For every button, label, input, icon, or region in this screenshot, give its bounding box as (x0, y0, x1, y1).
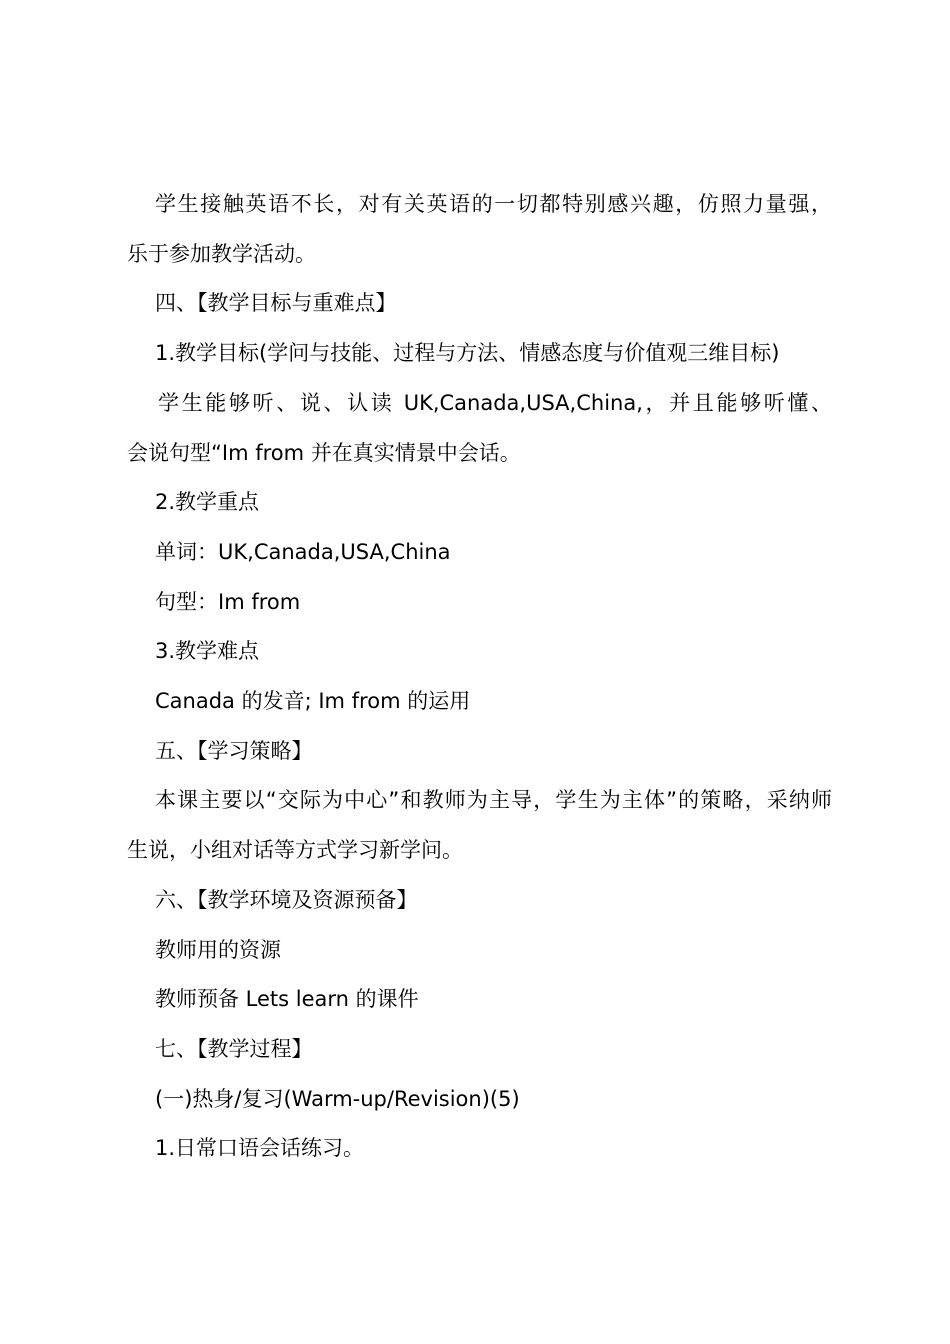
paragraph-line: 生说，小组对话等方式学习新学问。 (127, 838, 463, 863)
subsection-heading: 3.教学难点 (155, 639, 260, 664)
subsection-heading: 1.教学目标(学问与技能、过程与方法、情感态度与价值观三维目标) (155, 341, 780, 366)
paragraph-line: 乐于参加教学活动。 (127, 241, 316, 266)
paragraph-line: 1.日常口语会话练习。 (155, 1136, 365, 1161)
paragraph-line: 本课主要以“交际为中心”和教师为主导，学生为主体”的策略，采纳师 (155, 788, 832, 813)
paragraph-line: 句型：Im from (155, 589, 301, 614)
document-body (127, 180, 832, 1174)
section-heading: 六、【教学环境及资源预备】 (155, 887, 418, 912)
paragraph-line: 学生接触英语不长，对有关英语的一切都特别感兴趣，仿照力量强， (155, 192, 832, 216)
paragraph-line: 教师预备 Lets learn 的课件 (155, 987, 419, 1012)
paragraph-line: Canada 的发音; Im from 的运用 (155, 689, 471, 714)
subsection-heading: 2.教学重点 (155, 490, 260, 515)
section-heading: 四、【教学目标与重难点】 (155, 291, 397, 316)
paragraph-line: 会说句型“Im from 并在真实情景中会话。 (127, 440, 521, 465)
paragraph-line: 教师用的资源 (155, 937, 281, 962)
section-heading: 五、【学习策略】 (155, 738, 313, 763)
paragraph-line: 学生能够听、说、认读 UK,Canada,USA,China,，并且能够听懂、 (158, 390, 832, 415)
paragraph-line: 单词：UK,Canada,USA,China (155, 539, 451, 564)
section-heading: 七、【教学过程】 (155, 1036, 313, 1061)
subsection-heading: (一)热身/复习(Warm-up/Revision)(5) (155, 1086, 520, 1111)
